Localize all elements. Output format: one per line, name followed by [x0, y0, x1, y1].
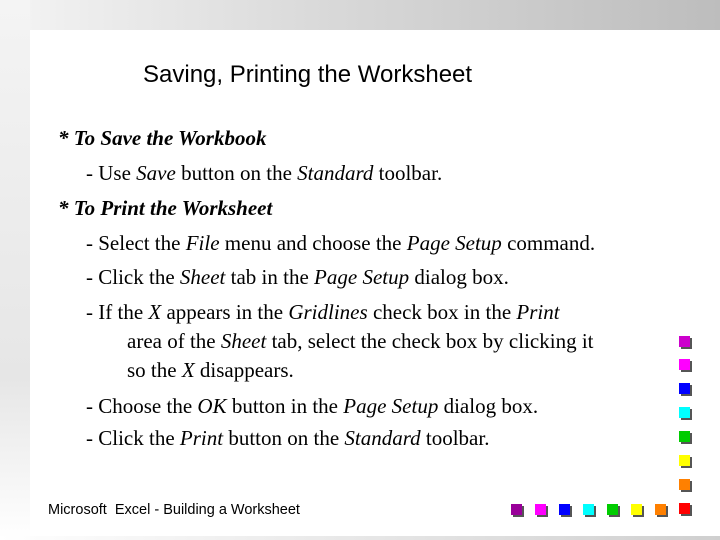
text-italic: Gridlines: [288, 300, 368, 324]
square-icon: [679, 336, 690, 347]
text: - Click the: [86, 265, 180, 289]
text-italic: Print: [516, 300, 560, 324]
bottom-rule: [0, 536, 720, 540]
square-icon: [535, 504, 546, 515]
text: dialog box.: [438, 394, 539, 418]
text: area of the: [127, 329, 221, 353]
text-italic: Sheet: [179, 265, 226, 289]
slide-title: Saving, Printing the Worksheet: [143, 61, 473, 88]
bullet-text: * To Save the Workbook: [58, 126, 267, 150]
text: so the: [127, 358, 182, 382]
top-gradient-band: [0, 0, 720, 30]
text: - Select the: [86, 231, 186, 255]
text: - If the: [86, 300, 149, 324]
text: command.: [501, 231, 596, 255]
square-icon: [631, 504, 642, 515]
line-use-save: [86, 160, 442, 186]
line-if-x-appears: [86, 299, 560, 325]
text-italic: OK: [197, 394, 227, 418]
square-icon: [679, 479, 690, 490]
text: button on the: [223, 426, 345, 450]
text-italic: Standard: [344, 426, 421, 450]
text: disappears.: [194, 358, 294, 382]
text-italic: Page Setup: [314, 265, 410, 289]
square-icon: [607, 504, 618, 515]
text-italic: Print: [179, 426, 224, 450]
text: tab in the: [225, 265, 315, 289]
square-icon: [583, 504, 594, 515]
text: - Click the: [86, 426, 180, 450]
text: dialog box.: [409, 265, 509, 289]
line-select-file: [86, 230, 595, 256]
square-icon: [679, 407, 690, 418]
square-icon: [679, 383, 690, 394]
square-icon: [679, 431, 690, 442]
text: tab, select the check box by clicking it: [266, 329, 594, 353]
line-so-x-disappears: [127, 357, 294, 383]
text: toolbar.: [373, 161, 443, 185]
text-italic: Page Setup: [343, 394, 439, 418]
text-italic: Page Setup: [406, 231, 502, 255]
text-italic: X: [181, 358, 195, 382]
square-icon: [679, 455, 690, 466]
line-choose-ok: [86, 393, 538, 419]
text-italic: X: [148, 300, 162, 324]
left-gradient-band: [0, 0, 30, 540]
square-icon: [511, 504, 522, 515]
text: - Choose the: [86, 394, 198, 418]
square-icon: [679, 503, 690, 514]
bullet-save-workbook: [58, 125, 266, 151]
line-area-of-sheet: [127, 328, 593, 354]
line-click-print: [86, 425, 489, 451]
text-italic: File: [185, 231, 220, 255]
square-icon: [679, 359, 690, 370]
text-italic: Standard: [297, 161, 374, 185]
square-icon: [559, 504, 570, 515]
text-italic: Sheet: [220, 329, 267, 353]
square-icon: [655, 504, 666, 515]
text: toolbar.: [420, 426, 490, 450]
text: check box in the: [367, 300, 517, 324]
bullet-print-worksheet: [58, 195, 272, 221]
text: - Use: [86, 161, 137, 185]
slide-footer: Microsoft Excel - Building a Worksheet: [48, 502, 300, 518]
text-italic: Save: [136, 161, 176, 185]
text: menu and choose the: [219, 231, 407, 255]
line-click-sheet: [86, 264, 509, 290]
text: appears in the: [161, 300, 289, 324]
text: button in the: [226, 394, 344, 418]
bullet-text: * To Print the Worksheet: [58, 196, 273, 220]
text: button on the: [175, 161, 298, 185]
